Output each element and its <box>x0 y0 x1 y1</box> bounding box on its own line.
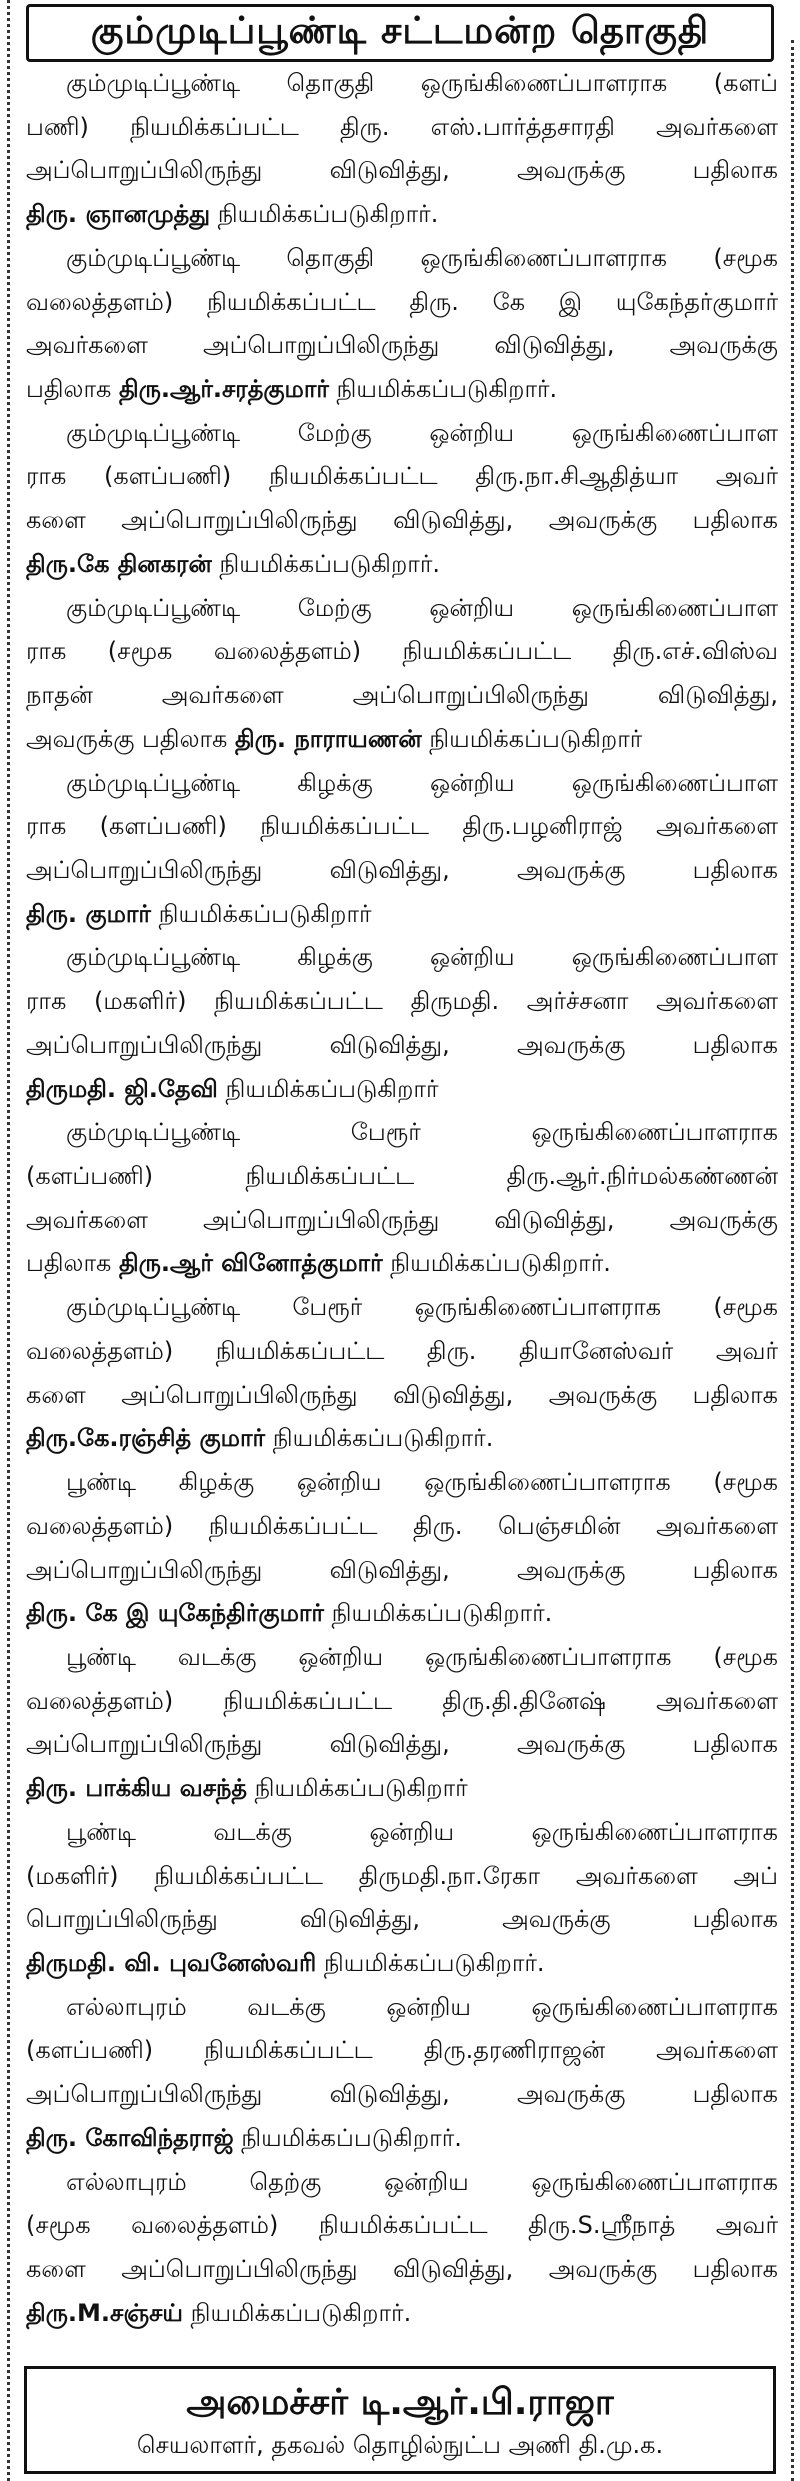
paragraph-line: அப்பொறுப்பிலிருந்து விடுவித்து, அவருக்கு பதிலாக <box>26 1555 778 1584</box>
paragraph-line: பூண்டி வடக்கு ஒன்றிய ஒருங்கிணைப்பாளராக <box>66 1817 778 1846</box>
paragraph-line: பூண்டி வடக்கு ஒன்றிய ஒருங்கிணைப்பாளராக (சமூக <box>66 1643 778 1672</box>
paragraph-line: பொறுப்பிலிருந்து விடுவித்து, அவருக்கு பதிலாக <box>26 1905 778 1934</box>
paragraph-line: வலைத்தளம்) நியமிக்கப்பட்ட திரு. பெஞ்சமின் அவர்களை <box>26 1511 778 1540</box>
paragraph-line: அப்பொறுப்பிலிருந்து விடுவித்து, அவருக்கு பதிலாக <box>26 2080 778 2109</box>
appointment-suffix: நியமிக்கப்படுகிறார். <box>316 1948 545 1977</box>
appointment-paragraph <box>26 1636 778 1811</box>
appointment-line <box>26 1068 778 1112</box>
paragraph-line: (களப்பணி) நியமிக்கப்பட்ட திரு.தரணிராஜன் அவர்களை <box>26 2036 778 2065</box>
paragraph-line: (மகளிர்) நியமிக்கப்பட்ட திருமதி.நா.ரேகா அவர்களை அப் <box>26 1861 778 1890</box>
appointment-paragraph <box>26 1111 778 1286</box>
appointee-name: திரு.ஆர் வினோத்குமார் <box>118 1249 383 1278</box>
appointment-paragraph <box>26 2336 778 2344</box>
appointment-line <box>26 2117 778 2161</box>
left-dotted-border <box>7 0 10 2481</box>
paragraph-line: நாதன் அவர்களை அப்பொறுப்பிலிருந்து விடுவித்து, <box>26 681 778 710</box>
appointment-prefix: அவருக்கு பதிலாக <box>26 724 236 753</box>
appointment-paragraph <box>26 2161 778 2336</box>
paragraph-line: கும்முடிப்பூண்டி தொகுதி ஒருங்கிணைப்பாளராக (சமூக <box>66 243 778 272</box>
paragraph-line: அவர்களை அப்பொறுப்பிலிருந்து விடுவித்து, அவருக்கு <box>26 1205 778 1234</box>
appointee-name: திரு.கே தினகரன் <box>26 549 212 578</box>
paragraph-line: (சமூக வலைத்தளம்) நியமிக்கப்பட்ட திரு.S.ஸ்ரீநாத் அவர் <box>26 2211 778 2240</box>
appointee-name: திரு.கே.ரஞ்சித் குமார் <box>26 1424 266 1453</box>
appointment-line <box>26 1417 778 1461</box>
paragraph-line: வலைத்தளம்) நியமிக்கப்பட்ட திரு. தியானேஸ்வர் அவர் <box>26 1336 778 1365</box>
signature-box <box>24 2366 776 2474</box>
appointment-suffix: நியமிக்கப்படுகிறார். <box>323 1599 553 1628</box>
appointment-suffix: நியமிக்கப்படுகிறார். <box>182 2298 412 2327</box>
paragraph-line: களை அப்பொறுப்பிலிருந்து விடுவித்து, அவருக்கு பதிலாக <box>26 2255 778 2284</box>
appointment-paragraph <box>26 412 778 587</box>
paragraph-line: கும்முடிப்பூண்டி மேற்கு ஒன்றிய ஒருங்கிணைப்பாள <box>66 418 778 447</box>
appointment-paragraph <box>26 1286 778 1461</box>
appointment-line <box>26 368 778 412</box>
appointment-line <box>26 893 778 937</box>
appointment-line <box>26 193 778 237</box>
paragraph-line: அப்பொறுப்பிலிருந்து விடுவித்து, அவருக்கு பதிலாக <box>26 1030 778 1059</box>
appointment-paragraph <box>26 587 778 762</box>
signatory-name: அமைச்சர் டி.ஆர்.பி.ராஜா <box>186 2382 614 2423</box>
appointment-line <box>26 2292 778 2336</box>
paragraph-line: (களப்பணி) நியமிக்கப்பட்ட திரு.ஆர்.நிர்மல்கண்ணன் <box>26 1162 778 1191</box>
paragraph-line: கும்முடிப்பூண்டி கிழக்கு ஒன்றிய ஒருங்கிணைப்பாள <box>66 943 778 972</box>
paragraph-line: கும்முடிப்பூண்டி பேரூர் ஒருங்கிணைப்பாளராக (சமூக <box>66 1293 778 1322</box>
appointment-suffix: நியமிக்கப்படுகிறார் <box>217 1074 439 1103</box>
paragraph-line: ராக (மகளிர்) நியமிக்கப்பட்ட திருமதி. அர்ச்சனா அவர்களை <box>26 987 778 1016</box>
paragraph-line: கும்முடிப்பூண்டி கிழக்கு ஒன்றிய ஒருங்கிணைப்பாள <box>66 768 778 797</box>
appointment-paragraph <box>26 762 778 937</box>
paragraph-line: களை அப்பொறுப்பிலிருந்து விடுவித்து, அவருக்கு பதிலாக <box>26 1380 778 1409</box>
paragraph-line: எல்லாபுரம் வடக்கு ஒன்றிய ஒருங்கிணைப்பாளராக <box>66 1992 778 2021</box>
appointee-name: திரு. கே இ யுகேந்திர்குமார் <box>26 1599 324 1628</box>
paragraph-line: அவர்களை அப்பொறுப்பிலிருந்து விடுவித்து, அவருக்கு <box>26 331 778 360</box>
page-title: கும்முடிப்பூண்டி சட்டமன்ற தொகுதி <box>26 4 774 62</box>
appointment-line <box>26 1242 778 1286</box>
appointment-paragraph <box>26 62 778 237</box>
paragraph-line: ராக (களப்பணி) நியமிக்கப்பட்ட திரு.நா.சிஆதித்யா அவர் <box>26 462 778 491</box>
appointment-suffix: நியமிக்கப்படுகிறார். <box>233 2123 462 2152</box>
appointment-line <box>26 718 778 762</box>
appointment-paragraph <box>26 936 778 1111</box>
paragraph-line: வலைத்தளம்) நியமிக்கப்பட்ட திரு.தி.தினேஷ் அவர்களை <box>26 1686 778 1715</box>
appointee-name: திரு. நாராயணன் <box>235 724 422 753</box>
paragraph-line <box>26 2336 778 2344</box>
paragraph-line: கும்முடிப்பூண்டி பேரூர் ஒருங்கிணைப்பாளராக <box>66 1118 778 1147</box>
announcement-body <box>26 62 778 2344</box>
appointment-prefix: பதிலாக <box>26 374 119 403</box>
appointee-name: திருமதி. ஜி.தேவி <box>26 1074 218 1103</box>
appointment-prefix: பதிலாக <box>26 1249 119 1278</box>
appointment-suffix: நியமிக்கப்படுகிறார். <box>382 1249 611 1278</box>
appointee-name: திரு. கோவிந்தராஜ் <box>26 2123 234 2152</box>
appointee-name: திருமதி. வி. புவனேஸ்வரி <box>26 1948 317 1977</box>
paragraph-line: பூண்டி கிழக்கு ஒன்றிய ஒருங்கிணைப்பாளராக (சமூக <box>66 1468 778 1497</box>
appointee-name: திரு. ஞானமுத்து <box>26 200 211 229</box>
paragraph-line: அப்பொறுப்பிலிருந்து விடுவித்து, அவருக்கு பதிலாக <box>26 156 778 185</box>
appointment-paragraph <box>26 237 778 412</box>
appointee-name: திரு. குமார் <box>26 899 151 928</box>
paragraph-line: அப்பொறுப்பிலிருந்து விடுவித்து, அவருக்கு பதிலாக <box>26 855 778 884</box>
paragraph-line: எல்லாபுரம் தெற்கு ஒன்றிய ஒருங்கிணைப்பாளராக <box>66 2167 778 2196</box>
appointment-paragraph <box>26 1811 778 1986</box>
paragraph-line: வலைத்தளம்) நியமிக்கப்பட்ட திரு. கே இ யுகேந்தர்குமார் <box>26 287 778 316</box>
appointment-line <box>26 1592 778 1636</box>
paragraph-line: அப்பொறுப்பிலிருந்து விடுவித்து, அவருக்கு பதிலாக <box>26 1730 778 1759</box>
appointment-paragraph <box>26 1986 778 2161</box>
paragraph-line: ராக (சமூக வலைத்தளம்) நியமிக்கப்பட்ட திரு.எச்.விஸ்வ <box>26 637 778 666</box>
paragraph-line: கும்முடிப்பூண்டி தொகுதி ஒருங்கிணைப்பாளராக (களப் <box>66 69 778 97</box>
appointee-name: திரு.ஆர்.சரத்குமார் <box>118 374 329 403</box>
appointment-paragraph <box>26 1461 778 1636</box>
appointment-suffix: நியமிக்கப்படுகிறார். <box>210 200 439 229</box>
paragraph-line: ராக (களப்பணி) நியமிக்கப்பட்ட திரு.பழனிராஜ் அவர்களை <box>26 812 778 841</box>
appointment-suffix: நியமிக்கப்படுகிறார். <box>211 549 440 578</box>
appointment-suffix: நியமிக்கப்படுகிறார் <box>247 1774 468 1803</box>
appointment-line <box>26 1942 778 1986</box>
paragraph-line: பணி) நியமிக்கப்பட்ட திரு. எஸ்.பார்த்தசாரதி அவர்களை <box>26 112 778 141</box>
appointment-suffix: நியமிக்கப்படுகிறார். <box>328 374 558 403</box>
appointment-suffix: நியமிக்கப்படுகிறார். <box>265 1424 494 1453</box>
signatory-role: செயலாளர், தகவல் தொழில்நுட்ப அணி தி.மு.க. <box>136 2431 664 2459</box>
right-dotted-border <box>791 40 794 2481</box>
appointee-name: திரு.M.சஞ்சய் <box>26 2298 183 2327</box>
appointment-line <box>26 543 778 587</box>
appointment-suffix: நியமிக்கப்படுகிறார் <box>150 899 372 928</box>
appointment-suffix: நியமிக்கப்படுகிறார் <box>421 724 643 753</box>
appointment-line <box>26 1767 778 1811</box>
paragraph-line: கும்முடிப்பூண்டி மேற்கு ஒன்றிய ஒருங்கிணைப்பாள <box>66 593 778 622</box>
paragraph-line: களை அப்பொறுப்பிலிருந்து விடுவித்து, அவருக்கு பதிலாக <box>26 506 778 535</box>
appointee-name: திரு. பாக்கிய வசந்த் <box>26 1774 248 1803</box>
